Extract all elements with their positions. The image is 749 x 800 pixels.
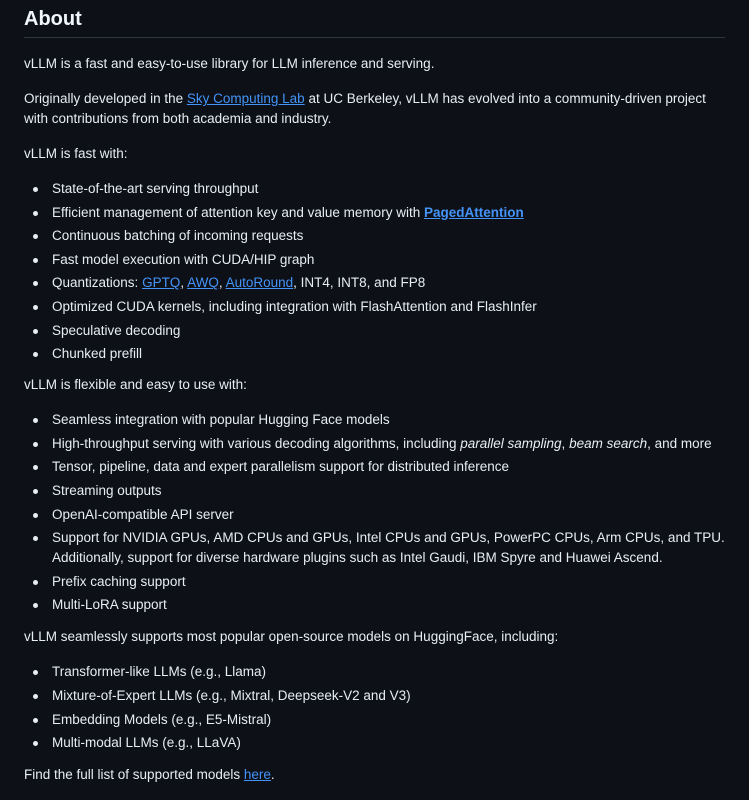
gptq-link[interactable]: GPTQ: [142, 275, 181, 291]
list-item: Optimized CUDA kernels, including integration with FlashAttention and FlashInfer: [52, 297, 725, 317]
list-item: Transformer-like LLMs (e.g., Llama): [52, 662, 725, 682]
beam-search-text: beam search: [569, 435, 648, 451]
origin-paragraph: [24, 89, 725, 129]
list-item: Speculative decoding: [52, 321, 725, 341]
list-item: Support for NVIDIA GPUs, AMD CPUs and GPUs, Intel CPUs and GPUs, PowerPC CPUs, Arm CPUs, and TPU. Additionally, support for diverse hardware plugins such as Intel Gaudi, IBM Spyre and Huawei Ascend.: [52, 528, 725, 568]
fast-features-list: [24, 179, 725, 364]
parallel-sampling-text: parallel sampling: [460, 435, 562, 451]
fast-heading: vLLM is fast with:: [24, 146, 128, 161]
pagedattention-link[interactable]: PagedAttention: [423, 204, 524, 220]
flexible-heading: vLLM is flexible and easy to use with:: [24, 377, 247, 393]
list-item: Tensor, pipeline, data and expert parallelism support for distributed inference: [52, 457, 725, 477]
list-item: Prefix caching support: [52, 572, 725, 592]
list-item: Quantizations: GPTQ, AWQ, AutoRound, INT4, INT8, and FP8: [52, 273, 725, 293]
heading-divider: [24, 37, 725, 38]
models-list: [24, 662, 725, 753]
supported-models-link[interactable]: here: [243, 767, 271, 783]
list-item: State-of-the-art serving throughput: [52, 179, 725, 199]
autoround-link[interactable]: AutoRound: [225, 275, 294, 291]
list-item: Seamless integration with popular Hugging Face models: [52, 410, 725, 430]
list-item: Embedding Models (e.g., E5-Mistral): [52, 710, 725, 730]
list-item: Multi-modal LLMs (e.g., LLaVA): [52, 733, 725, 753]
flexible-features-list: [24, 410, 725, 615]
list-item: Efficient management of attention key and value memory with PagedAttention: [52, 203, 725, 223]
sky-computing-lab-link[interactable]: Sky Computing Lab: [186, 91, 305, 106]
intro-paragraph: vLLM is a fast and easy-to-use library for LLM inference and serving.: [24, 56, 435, 71]
list-item: Multi-LoRA support: [52, 595, 725, 615]
list-item: High-throughput serving with various decoding algorithms, including parallel sampling, beam search, and more: [52, 434, 725, 454]
list-item: Streaming outputs: [52, 481, 725, 501]
list-item: Continuous batching of incoming requests: [52, 226, 725, 246]
list-item: Chunked prefill: [52, 344, 725, 364]
list-item: OpenAI-compatible API server: [52, 505, 725, 525]
footer-paragraph: Find the full list of supported models here.: [24, 767, 275, 783]
awq-link[interactable]: AWQ: [187, 275, 219, 291]
origin-prefix: Originally developed in the: [24, 91, 187, 106]
origin-suffix: at UC Berkeley, vLLM has evolved into a community-driven project with contributions from both academia and industry.: [24, 91, 706, 126]
list-item: Fast model execution with CUDA/HIP graph: [52, 250, 725, 270]
page-title: About: [24, 8, 82, 30]
models-heading: vLLM seamlessly supports most popular open-source models on HuggingFace, including:: [24, 629, 559, 645]
list-item: Mixture-of-Expert LLMs (e.g., Mixtral, Deepseek-V2 and V3): [52, 686, 725, 706]
